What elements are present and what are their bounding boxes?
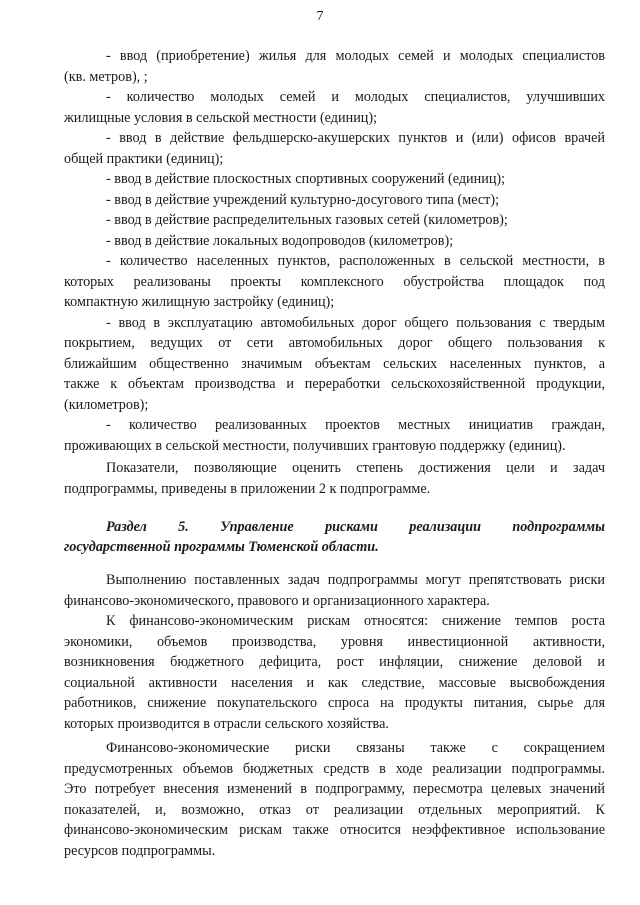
text-line: финансово-экономическим рискам также относится неэффективное использование <box>64 822 605 838</box>
text-line: К финансово-экономическим рискам относятся: снижение темпов роста <box>106 613 605 629</box>
paragraph <box>64 87 605 128</box>
text-line: возникновения бюджетного дефицита, рост инфляции, снижение деловой и <box>64 654 605 670</box>
text-line: проживающих в сельской местности, получивших грантовую поддержку (единиц). <box>64 437 566 454</box>
paragraph <box>64 231 605 252</box>
text-line: - ввод в действие плоскостных спортивных сооружений (единиц); <box>106 171 506 187</box>
paragraph <box>64 313 605 416</box>
heading-line: Раздел 5. Управление рисками реализации подпрограммы <box>106 519 605 535</box>
text-line: которых реализованы проекты комплексного обустройства площадок под <box>64 273 605 290</box>
text-line: - ввод в действие распределительных газовых сетей (километров); <box>106 212 508 228</box>
text-line: экономики, объемов производства, уровня инвестиционной активности, <box>64 633 605 650</box>
paragraph <box>64 190 605 211</box>
text-line: Это потребует внесения изменений в подпрограмму, пересмотра целевых значений <box>64 781 605 797</box>
paragraph <box>64 46 605 87</box>
text-line: покрытием, ведущих от сети автомобильных дорог общего пользования к <box>64 335 605 351</box>
text-line: Финансово-экономические риски связаны также с сокращением <box>106 740 605 756</box>
indicator-list <box>64 46 605 499</box>
paragraph <box>64 415 605 456</box>
text-line: - ввод в действие фельдшерско-акушерских пунктов и (или) офисов врачей <box>106 130 605 146</box>
text-line: Выполнению поставленных задач подпрограммы могут препятствовать риски <box>106 572 605 588</box>
paragraph <box>64 738 605 861</box>
text-line: - ввод в эксплуатацию автомобильных дорог общего пользования с твердым <box>106 314 605 331</box>
paragraph <box>64 458 605 499</box>
text-line: ближайшим общественно значимым объектам сельских населенных пунктов, а <box>64 355 605 372</box>
text-line: работников, снижение покупательского спроса на продукты питания, сырье для <box>64 695 605 711</box>
text-line: ресурсов подпрограммы. <box>64 842 216 859</box>
text-line: жилищные условия в сельской местности (единиц); <box>64 109 378 126</box>
text-line: (километров); <box>64 396 149 413</box>
paragraph <box>64 210 605 231</box>
risks-section <box>64 570 605 861</box>
text-line: (кв. метров), ; <box>64 68 148 85</box>
paragraph <box>64 128 605 169</box>
page-number: 7 <box>316 9 324 24</box>
paragraph <box>64 570 605 611</box>
text-line: Показатели, позволяющие оценить степень достижения цели и задач <box>106 460 605 476</box>
text-line: общей практики (единиц); <box>64 150 224 167</box>
text-line: также к объектам производства и переработки сельскохозяйственной продукции, <box>64 376 605 392</box>
text-line: финансово-экономического, правового и организационного характера. <box>64 592 490 609</box>
text-line: предусмотренных объемов бюджетных средств в ходе реализации подпрограммы. <box>64 760 605 777</box>
text-line: - количество реализованных проектов местных инициатив граждан, <box>106 417 605 433</box>
text-line: - ввод (приобретение) жилья для молодых семей и молодых специалистов <box>106 48 605 64</box>
paragraph <box>64 251 605 313</box>
text-line: - ввод в действие локальных водопроводов (километров); <box>106 232 454 249</box>
text-line: - ввод в действие учреждений культурно-досугового типа (мест); <box>106 191 500 208</box>
paragraph <box>64 169 605 190</box>
text-line: - количество населенных пунктов, расположенных в сельской местности, в <box>106 253 605 269</box>
paragraph <box>64 611 605 734</box>
text-line: - количество молодых семей и молодых специалистов, улучшивших <box>106 89 605 105</box>
text-line: подпрограммы, приведены в приложении 2 к подпрограмме. <box>64 480 431 497</box>
heading-line: государственной программы Тюменской области. <box>64 539 379 555</box>
text-line: компактную жилищную застройку (единиц); <box>64 294 335 310</box>
text-line: социальной активности населения и как следствие, массовые высвобождения <box>64 674 605 691</box>
text-line: показателей, и, возможно, отказ от реализации отдельных мероприятий. К <box>64 801 605 818</box>
text-line: которых производится в отрасли сельского хозяйства. <box>64 715 389 732</box>
section-heading <box>64 517 605 557</box>
